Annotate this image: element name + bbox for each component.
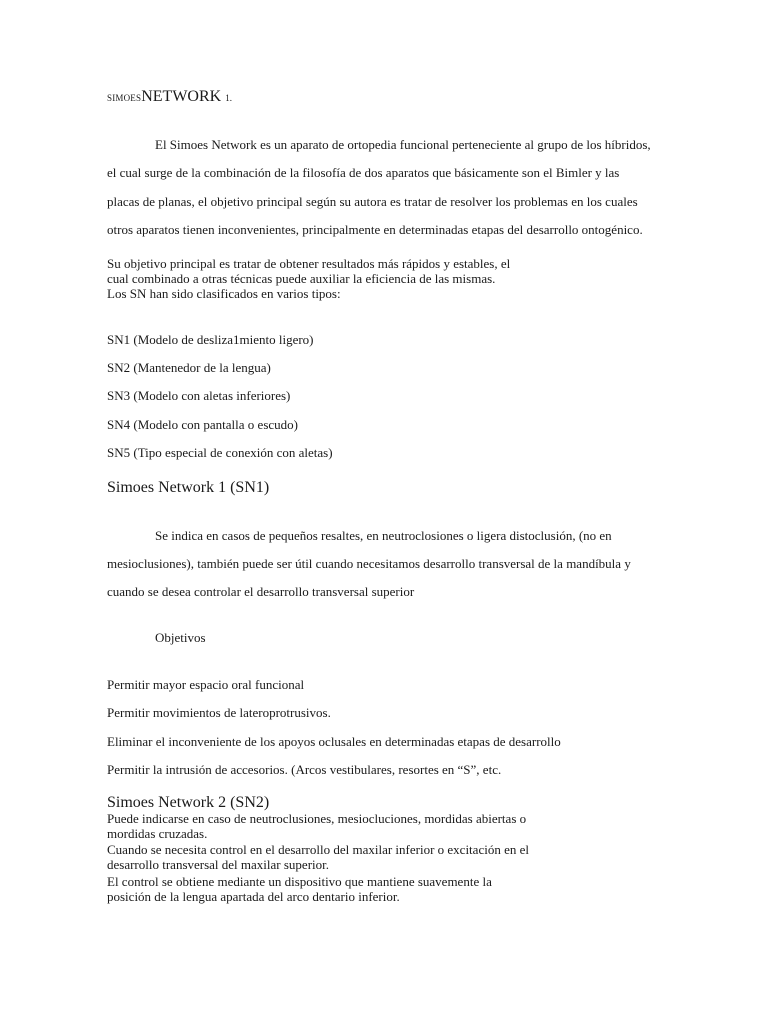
sn1-para-line-2: mesioclusiones), también puede ser útil cuando necesitamos desarrollo transversal de la mandíbula y xyxy=(107,556,631,571)
document-title xyxy=(107,88,232,106)
sn2-para-line-6: posición de la lengua apartada del arco dentario inferior. xyxy=(107,889,400,904)
type-item-sn5: SN5 (Tipo especial de conexión con aletas) xyxy=(107,445,333,460)
type-item-sn1: SN1 (Modelo de desliza1miento ligero) xyxy=(107,332,314,347)
sn2-para-line-3: Cuando se necesita control en el desarrollo del maxilar inferior o excitación en el xyxy=(107,842,529,857)
objective-item-1: Permitir mayor espacio oral funcional xyxy=(107,677,305,692)
title-main: NETWORK xyxy=(141,88,222,105)
intro-line-1: El Simoes Network es un aparato de ortopedia funcional perteneciente al grupo de los híbridos, xyxy=(155,137,651,152)
sn2-para-line-1: Puede indicarse en caso de neutroclusiones, mesiocluciones, mordidas abiertas o xyxy=(107,811,527,826)
title-prefix: SIMOES xyxy=(107,93,142,103)
intro-line-3: placas de planas, el objetivo principal según su autora es tratar de resolver los problemas en los cuales xyxy=(107,194,638,209)
intro-line-4: otros aparatos tienen inconvenientes, principalmente en determinadas etapas del desarrollo ontogénico. xyxy=(107,222,643,237)
sn2-heading: Simoes Network 2 (SN2) xyxy=(107,794,270,811)
objective-item-4: Permitir la intrusión de accesorios. (Arcos vestibulares, resortes en “S”, etc. xyxy=(107,762,502,777)
sn1-heading: Simoes Network 1 (SN1) xyxy=(107,479,270,496)
sn2-para-line-5: El control se obtiene mediante un dispositivo que mantiene suavemente la xyxy=(107,874,492,889)
sn2-para-line-2: mordidas cruzadas. xyxy=(107,826,208,841)
intro-line-2: el cual surge de la combinación de la filosofía de dos aparatos que básicamente son el Bimler y las xyxy=(107,165,620,180)
type-item-sn4: SN4 (Modelo con pantalla o escudo) xyxy=(107,417,298,432)
sn1-para-line-1: Se indica en casos de pequeños resaltes, en neutroclosiones o ligera distoclusión, (no en xyxy=(155,528,612,543)
sn2-para-line-4: desarrollo transversal del maxilar superior. xyxy=(107,857,330,872)
sn1-para-line-3: cuando se desea controlar el desarrollo transversal superior xyxy=(107,584,415,599)
title-suffix: 1. xyxy=(225,93,232,103)
objectives-label: Objetivos xyxy=(155,630,206,645)
objective-item-3: Eliminar el inconveniente de los apoyos oclusales en determinadas etapas de desarrollo xyxy=(107,734,561,749)
type-item-sn2: SN2 (Mantenedor de la lengua) xyxy=(107,360,271,375)
objective-item-2: Permitir movimientos de lateroprotrusivos. xyxy=(107,705,331,720)
type-item-sn3: SN3 (Modelo con aletas inferiores) xyxy=(107,388,291,403)
objective-line-3: Los SN han sido clasificados en varios tipos: xyxy=(107,286,341,301)
objective-line-2: cual combinado a otras técnicas puede auxiliar la eficiencia de las mismas. xyxy=(107,271,496,286)
objective-line-1: Su objetivo principal es tratar de obtener resultados más rápidos y estables, el xyxy=(107,256,511,271)
